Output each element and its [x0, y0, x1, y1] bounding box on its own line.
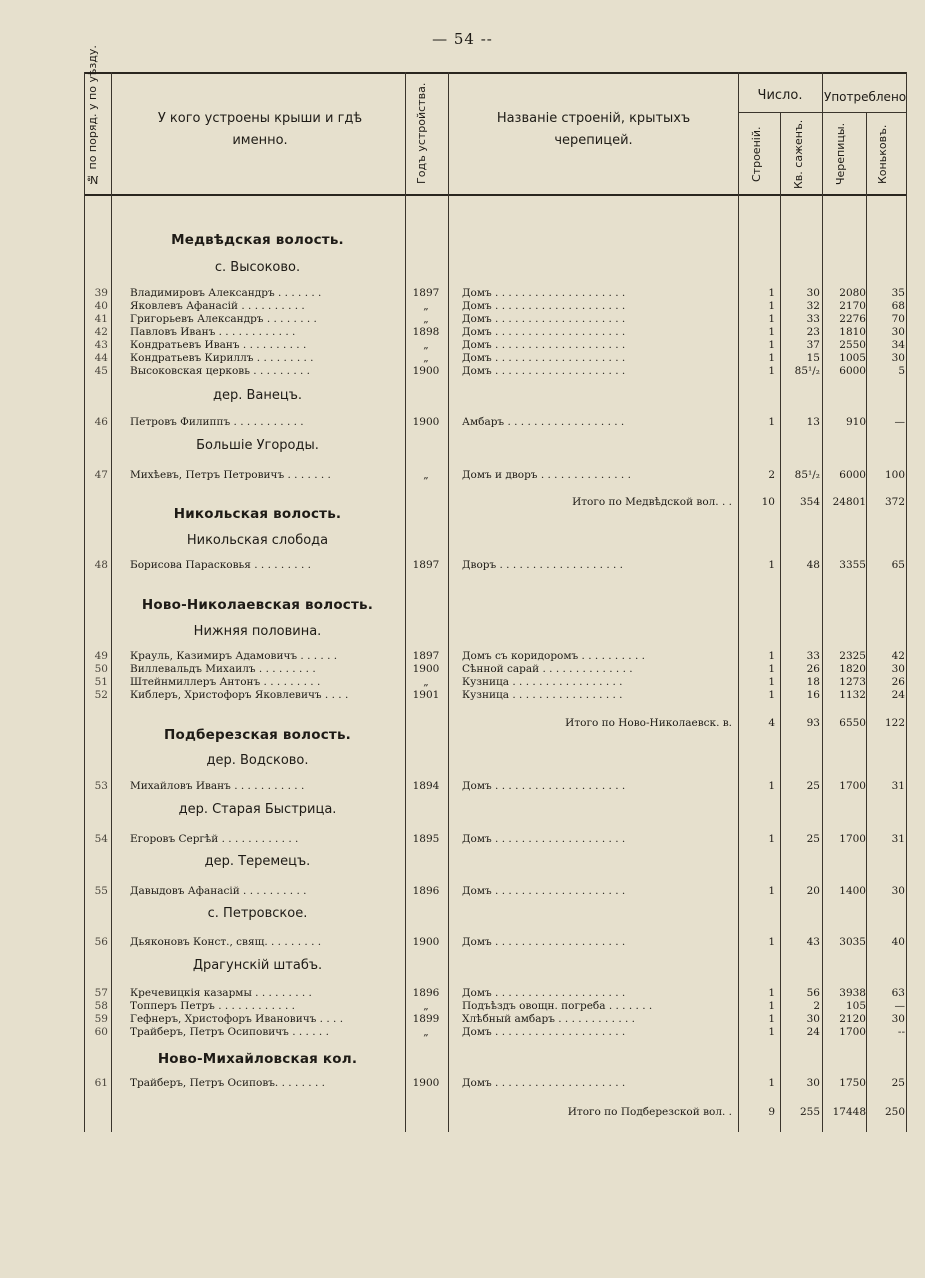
table-row [0, 936, 925, 949]
building-name: Домъ . . . . . . . . . . . . . . . . . . . . [462, 326, 626, 338]
table-row [0, 287, 925, 300]
ridges-used: 65 [891, 559, 905, 571]
table-row [0, 833, 925, 846]
header-col-no: № по поряд. у по уѣзду. [86, 45, 99, 186]
building-name: Домъ . . . . . . . . . . . . . . . . . . . . [462, 987, 626, 999]
building-name: Домъ съ коридоромъ . . . . . . . . . . [462, 650, 645, 662]
header-bottom-rule [84, 194, 906, 196]
building-count: 1 [768, 780, 775, 792]
header-col-sq: Кв. саженъ. [792, 119, 805, 189]
building-count: 1 [768, 300, 775, 312]
tiles-used: 910 [845, 416, 866, 428]
building-name: Домъ . . . . . . . . . . . . . . . . . . . . [462, 365, 626, 377]
building-count: 1 [768, 339, 775, 351]
building-name: Домъ . . . . . . . . . . . . . . . . . . . . [462, 780, 626, 792]
building-name: Подъѣздъ овощн. погреба . . . . . . . [462, 1000, 653, 1012]
tiles-used: 3355 [839, 559, 866, 571]
ridges-used: — [894, 1000, 905, 1012]
header-col-building: Названіе строеній, крытыхъ черепицей. [496, 111, 691, 148]
ridges-used: 5 [898, 365, 905, 377]
row-number: 44 [94, 352, 108, 364]
tiles-used: 1400 [839, 885, 866, 897]
building-count: 4 [768, 717, 775, 729]
square-sazhens: 37 [806, 339, 820, 351]
square-sazhens: 20 [806, 885, 820, 897]
square-sazhens: 56 [806, 987, 820, 999]
table-row [0, 313, 925, 326]
building-count: 1 [768, 663, 775, 675]
table-row [0, 365, 925, 378]
tiles-used: 1700 [839, 1026, 866, 1038]
owner-name: Виллевальдъ Михаилъ . . . . . . . . . [130, 663, 316, 675]
table-row [0, 987, 925, 1000]
building-name: Домъ . . . . . . . . . . . . . . . . . . . . [462, 885, 626, 897]
ridges-used: 250 [884, 1106, 905, 1118]
tiles-used: 2550 [839, 339, 866, 351]
ridges-used: -- [897, 1026, 905, 1038]
section-title: с. Петровское. [207, 906, 308, 921]
owner-name: Гефнеръ, Христофоръ Ивановичъ . . . . [130, 1013, 344, 1025]
row-number: 50 [94, 663, 108, 675]
building-name: Домъ . . . . . . . . . . . . . . . . . . . . [462, 352, 626, 364]
building-count: 1 [768, 987, 775, 999]
owner-name: Петровъ Филиппъ . . . . . . . . . . . [130, 416, 304, 428]
section-title: Медвѣдская волость. [171, 232, 344, 248]
building-name: Хлѣбный амбаръ . . . . . . . . . . . . [462, 1013, 636, 1025]
building-name: Домъ . . . . . . . . . . . . . . . . . . . . [462, 1026, 626, 1038]
ridges-used: 100 [884, 469, 905, 481]
column-rule [866, 112, 867, 1132]
tiles-used: 6000 [839, 469, 866, 481]
square-sazhens: 24 [806, 1026, 820, 1038]
table-row [0, 885, 925, 898]
tiles-used: 17448 [832, 1106, 866, 1118]
square-sazhens: 32 [806, 300, 820, 312]
section-title: Ново-Михайловская кол. [157, 1051, 358, 1067]
owner-name: Крауль, Казимиръ Адамовичъ . . . . . . [130, 650, 338, 662]
table-row [0, 676, 925, 689]
owner-name: Михѣевъ, Петръ Петровичъ . . . . . . . [130, 469, 331, 481]
owner-name: Егоровъ Сергѣй . . . . . . . . . . . . [130, 833, 299, 845]
column-rule [405, 72, 406, 1132]
row-number: 46 [94, 416, 108, 428]
ridges-used: 31 [891, 780, 905, 792]
square-sazhens: 30 [806, 1013, 820, 1025]
tiles-used: 2120 [839, 1013, 866, 1025]
building-name: Домъ . . . . . . . . . . . . . . . . . . . . [462, 339, 626, 351]
building-count: 1 [768, 936, 775, 948]
total-row [0, 1106, 925, 1119]
owner-name: Кондратьевъ Иванъ . . . . . . . . . . [130, 339, 307, 351]
owner-name: Яковлевъ Афанасій . . . . . . . . . . [130, 300, 305, 312]
table-row [0, 469, 925, 482]
year-built: 1900 [412, 1077, 440, 1089]
building-name: Домъ . . . . . . . . . . . . . . . . . . . . [462, 313, 626, 325]
tiles-used: 1750 [839, 1077, 866, 1089]
tiles-used: 1810 [839, 326, 866, 338]
tiles-used: 6000 [839, 365, 866, 377]
square-sazhens: 33 [806, 313, 820, 325]
tiles-used: 1820 [839, 663, 866, 675]
building-count: 1 [768, 365, 775, 377]
building-name: Домъ . . . . . . . . . . . . . . . . . . . . [462, 287, 626, 299]
year-built: „ [423, 300, 429, 312]
table-row [0, 1077, 925, 1090]
year-built: 1900 [412, 936, 440, 948]
building-count: 1 [768, 676, 775, 688]
building-name: Дворъ . . . . . . . . . . . . . . . . . . . [462, 559, 624, 571]
tiles-used: 1132 [839, 689, 866, 701]
year-built: 1899 [412, 1013, 440, 1025]
square-sazhens: 23 [806, 326, 820, 338]
year-built: „ [423, 469, 429, 481]
building-count: 9 [768, 1106, 775, 1118]
table-row [0, 780, 925, 793]
year-built: 1897 [412, 287, 440, 299]
row-number: 61 [94, 1077, 108, 1089]
square-sazhens: 13 [806, 416, 820, 428]
ridges-used: 35 [891, 287, 905, 299]
owner-name: Кречевицкія казармы . . . . . . . . . [130, 987, 312, 999]
building-count: 1 [768, 1026, 775, 1038]
building-count: 1 [768, 287, 775, 299]
tiles-used: 2080 [839, 287, 866, 299]
section-title: дер. Ванецъ. [212, 388, 303, 403]
column-rule [84, 72, 85, 1132]
building-count: 1 [768, 833, 775, 845]
building-count: 1 [768, 1077, 775, 1089]
header-col-count: Строеній. [750, 126, 763, 182]
row-number: 60 [94, 1026, 108, 1038]
year-built: 1896 [412, 885, 440, 897]
ridges-used: 30 [891, 352, 905, 364]
year-built: 1898 [412, 326, 440, 338]
row-number: 51 [94, 676, 108, 688]
section-title: Драгунскій штабъ. [192, 958, 323, 973]
building-name: Сѣнной сарай . . . . . . . . . . . . . . [462, 663, 633, 675]
ridges-used: 372 [884, 496, 905, 508]
building-name: Домъ . . . . . . . . . . . . . . . . . . . . [462, 300, 626, 312]
tiles-used: 2170 [839, 300, 866, 312]
building-count: 1 [768, 1013, 775, 1025]
owner-name: Топперъ Петръ . . . . . . . . . . . . [130, 1000, 295, 1012]
tiles-used: 1700 [839, 780, 866, 792]
building-name: Амбаръ . . . . . . . . . . . . . . . . . . [462, 416, 625, 428]
table-row [0, 650, 925, 663]
square-sazhens: 25 [806, 833, 820, 845]
square-sazhens: 33 [806, 650, 820, 662]
owner-name: Трайберъ, Петръ Осиповъ. . . . . . . . [130, 1077, 325, 1089]
year-built: „ [423, 313, 429, 325]
tiles-used: 3938 [839, 987, 866, 999]
square-sazhens: 25 [806, 780, 820, 792]
section-title: Нижняя половина. [193, 624, 322, 639]
table-row [0, 300, 925, 313]
ridges-used: 30 [891, 1013, 905, 1025]
tiles-used: 2276 [839, 313, 866, 325]
building-count: 1 [768, 352, 775, 364]
section-title: Большіе Угороды. [196, 438, 319, 453]
row-number: 55 [94, 885, 108, 897]
building-count: 2 [768, 469, 775, 481]
ridges-used: 42 [891, 650, 905, 662]
ridges-used: 40 [891, 936, 905, 948]
row-number: 43 [94, 339, 108, 351]
table-row [0, 326, 925, 339]
owner-name: Киблеръ, Христофоръ Яковлевичъ . . . . [130, 689, 349, 701]
year-built: 1900 [412, 416, 440, 428]
ridges-used: 122 [884, 717, 905, 729]
building-count: 1 [768, 559, 775, 571]
row-number: 48 [94, 559, 108, 571]
building-name: Домъ и дворъ . . . . . . . . . . . . . . [462, 469, 631, 481]
section-title: дер. Водсково. [206, 753, 309, 768]
year-built: „ [423, 1000, 429, 1012]
section-title: Никольская волость. [173, 506, 342, 522]
row-number: 58 [94, 1000, 108, 1012]
column-rule [780, 112, 781, 1132]
square-sazhens: 30 [806, 1077, 820, 1089]
ridges-used: 34 [891, 339, 905, 351]
section-title: Никольская слобода [186, 533, 329, 548]
row-number: 56 [94, 936, 108, 948]
year-built: 1896 [412, 987, 440, 999]
year-built: „ [423, 676, 429, 688]
square-sazhens: 15 [806, 352, 820, 364]
square-sazhens: 255 [799, 1106, 820, 1118]
owner-name: Дьяконовъ Конст., свящ. . . . . . . . . [130, 936, 322, 948]
section-title: дер. Теремецъ. [204, 854, 311, 869]
ridges-used: 63 [891, 987, 905, 999]
square-sazhens: 43 [806, 936, 820, 948]
row-number: 47 [94, 469, 108, 481]
building-name: Домъ . . . . . . . . . . . . . . . . . . . . [462, 1077, 626, 1089]
owner-name: Трайберъ, Петръ Осиповичъ . . . . . . [130, 1026, 329, 1038]
tiles-used: 1005 [839, 352, 866, 364]
ridges-used: 26 [891, 676, 905, 688]
section-title: с. Высоково. [214, 260, 301, 275]
building-count: 1 [768, 1000, 775, 1012]
section-title: Подберезская волость. [163, 727, 352, 743]
column-rule [822, 72, 823, 1132]
table-row [0, 1000, 925, 1013]
building-name: Домъ . . . . . . . . . . . . . . . . . . . . [462, 936, 626, 948]
owner-name: Штейнмиллеръ Антонъ . . . . . . . . . [130, 676, 321, 688]
column-rule [738, 72, 739, 1132]
total-row [0, 496, 925, 509]
tiles-used: 1700 [839, 833, 866, 845]
ridges-used: 68 [891, 300, 905, 312]
row-number: 45 [94, 365, 108, 377]
tiles-used: 2325 [839, 650, 866, 662]
square-sazhens: 2 [813, 1000, 820, 1012]
table-row [0, 1013, 925, 1026]
ridges-used: — [894, 416, 905, 428]
row-number: 49 [94, 650, 108, 662]
building-count: 10 [761, 496, 775, 508]
year-built: 1897 [412, 650, 440, 662]
ridges-used: 30 [891, 663, 905, 675]
owner-name: Кондратьевъ Кириллъ . . . . . . . . . [130, 352, 314, 364]
row-number: 39 [94, 287, 108, 299]
building-name: Кузница . . . . . . . . . . . . . . . . . [462, 689, 623, 701]
row-number: 42 [94, 326, 108, 338]
owner-name: Григорьевъ Александръ . . . . . . . . [130, 313, 317, 325]
year-built: „ [423, 339, 429, 351]
ridges-used: 70 [891, 313, 905, 325]
header-col-tiles: Черепицы. [834, 122, 847, 186]
owner-name: Давыдовъ Афанасій . . . . . . . . . . [130, 885, 307, 897]
square-sazhens: 48 [806, 559, 820, 571]
square-sazhens: 85¹/₂ [794, 365, 820, 377]
year-built: 1895 [412, 833, 440, 845]
column-rule [448, 72, 449, 1132]
owner-name: Владимировъ Александръ . . . . . . . [130, 287, 322, 299]
ridges-used: 24 [891, 689, 905, 701]
table-row [0, 663, 925, 676]
year-built: 1900 [412, 663, 440, 675]
square-sazhens: 85¹/₂ [794, 469, 820, 481]
square-sazhens: 354 [799, 496, 820, 508]
row-number: 59 [94, 1013, 108, 1025]
row-number: 41 [94, 313, 108, 325]
table-row [0, 559, 925, 572]
header-col-ridges: Коньковъ. [876, 124, 889, 184]
total-label: Итого по Подберезской вол. . [567, 1106, 732, 1118]
building-count: 1 [768, 313, 775, 325]
header-col-who: У кого устроены крыши и гдѣ именно. [157, 111, 363, 148]
owner-name: Михайловъ Иванъ . . . . . . . . . . . [130, 780, 305, 792]
column-rule [906, 72, 907, 1132]
page-number: — 54 -- [432, 30, 493, 48]
table-row [0, 689, 925, 702]
year-built: „ [423, 1026, 429, 1038]
header-group-used: Употреблено [824, 90, 907, 104]
row-number: 52 [94, 689, 108, 701]
ridges-used: 25 [891, 1077, 905, 1089]
tiles-used: 1273 [839, 676, 866, 688]
row-number: 57 [94, 987, 108, 999]
building-name: Кузница . . . . . . . . . . . . . . . . . [462, 676, 623, 688]
tiles-used: 105 [845, 1000, 866, 1012]
table-row [0, 352, 925, 365]
year-built: „ [423, 352, 429, 364]
tiles-used: 24801 [832, 496, 866, 508]
total-label: Итого по Ново-Николаевск. в. [565, 717, 732, 729]
year-built: 1894 [412, 780, 440, 792]
ridges-used: 30 [891, 885, 905, 897]
row-number: 40 [94, 300, 108, 312]
owner-name: Высоковская церковь . . . . . . . . . [130, 365, 311, 377]
building-count: 1 [768, 326, 775, 338]
total-label: Итого по Медвѣдской вол. . . [572, 496, 732, 508]
year-built: 1901 [412, 689, 440, 701]
table-row [0, 1026, 925, 1039]
square-sazhens: 18 [806, 676, 820, 688]
total-row [0, 717, 925, 730]
square-sazhens: 16 [806, 689, 820, 701]
building-count: 1 [768, 689, 775, 701]
square-sazhens: 93 [806, 717, 820, 729]
square-sazhens: 30 [806, 287, 820, 299]
header-col-year: Годъ устройства. [415, 82, 428, 184]
year-built: 1897 [412, 559, 440, 571]
table-top-rule [84, 72, 906, 74]
section-title: дер. Старая Быстрица. [178, 802, 337, 817]
owner-name: Павловъ Иванъ . . . . . . . . . . . . [130, 326, 296, 338]
row-number: 54 [94, 833, 108, 845]
table-row [0, 339, 925, 352]
building-count: 1 [768, 416, 775, 428]
ridges-used: 30 [891, 326, 905, 338]
row-number: 53 [94, 780, 108, 792]
tiles-used: 6550 [839, 717, 866, 729]
building-name: Домъ . . . . . . . . . . . . . . . . . . . . [462, 833, 626, 845]
square-sazhens: 26 [806, 663, 820, 675]
section-title: Ново-Николаевская волость. [141, 597, 374, 613]
header-group-count: Число. [757, 88, 803, 103]
ridges-used: 31 [891, 833, 905, 845]
building-count: 1 [768, 650, 775, 662]
owner-name: Борисова Парасковья . . . . . . . . . [130, 559, 311, 571]
tiles-used: 3035 [839, 936, 866, 948]
table-row [0, 416, 925, 429]
building-count: 1 [768, 885, 775, 897]
year-built: 1900 [412, 365, 440, 377]
